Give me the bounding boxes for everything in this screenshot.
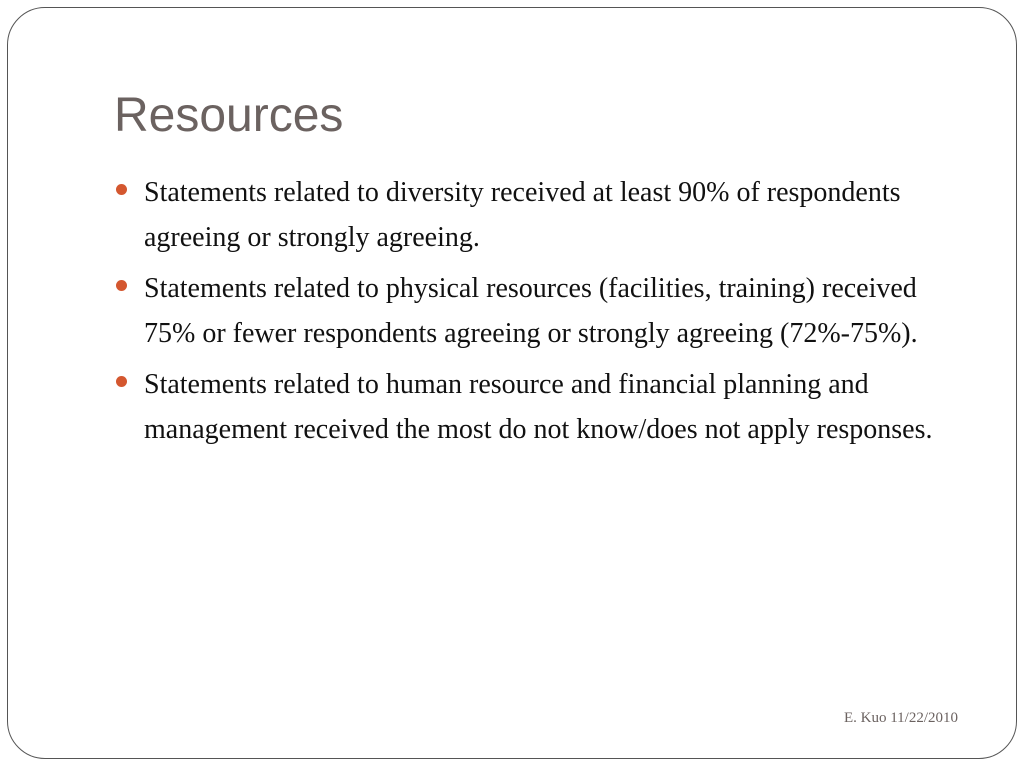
bullet-item-diversity: [116, 170, 956, 260]
bullet-item-human-resource: [116, 362, 956, 452]
bullet-text: Statements related to human resource and financial planning and management received the most do not know/does not apply responses.: [144, 369, 933, 445]
slide-footer: E. Kuo 11/22/2010: [843, 710, 958, 726]
bullet-item-physical-resources: [116, 266, 956, 356]
slide-title: Resources: [114, 89, 344, 142]
bullet-list: [116, 170, 956, 458]
bullet-text: Statements related to physical resources (facilities, training) received 75% or fewer respondents agreeing or strongly agreeing (72%-75%).: [144, 273, 918, 349]
bullet-text: Statements related to diversity received at least 90% of respondents agreeing or strongly agreeing.: [144, 177, 901, 253]
bullet-dot-icon: [116, 184, 127, 195]
bullet-dot-icon: [116, 280, 127, 291]
bullet-dot-icon: [116, 376, 127, 387]
